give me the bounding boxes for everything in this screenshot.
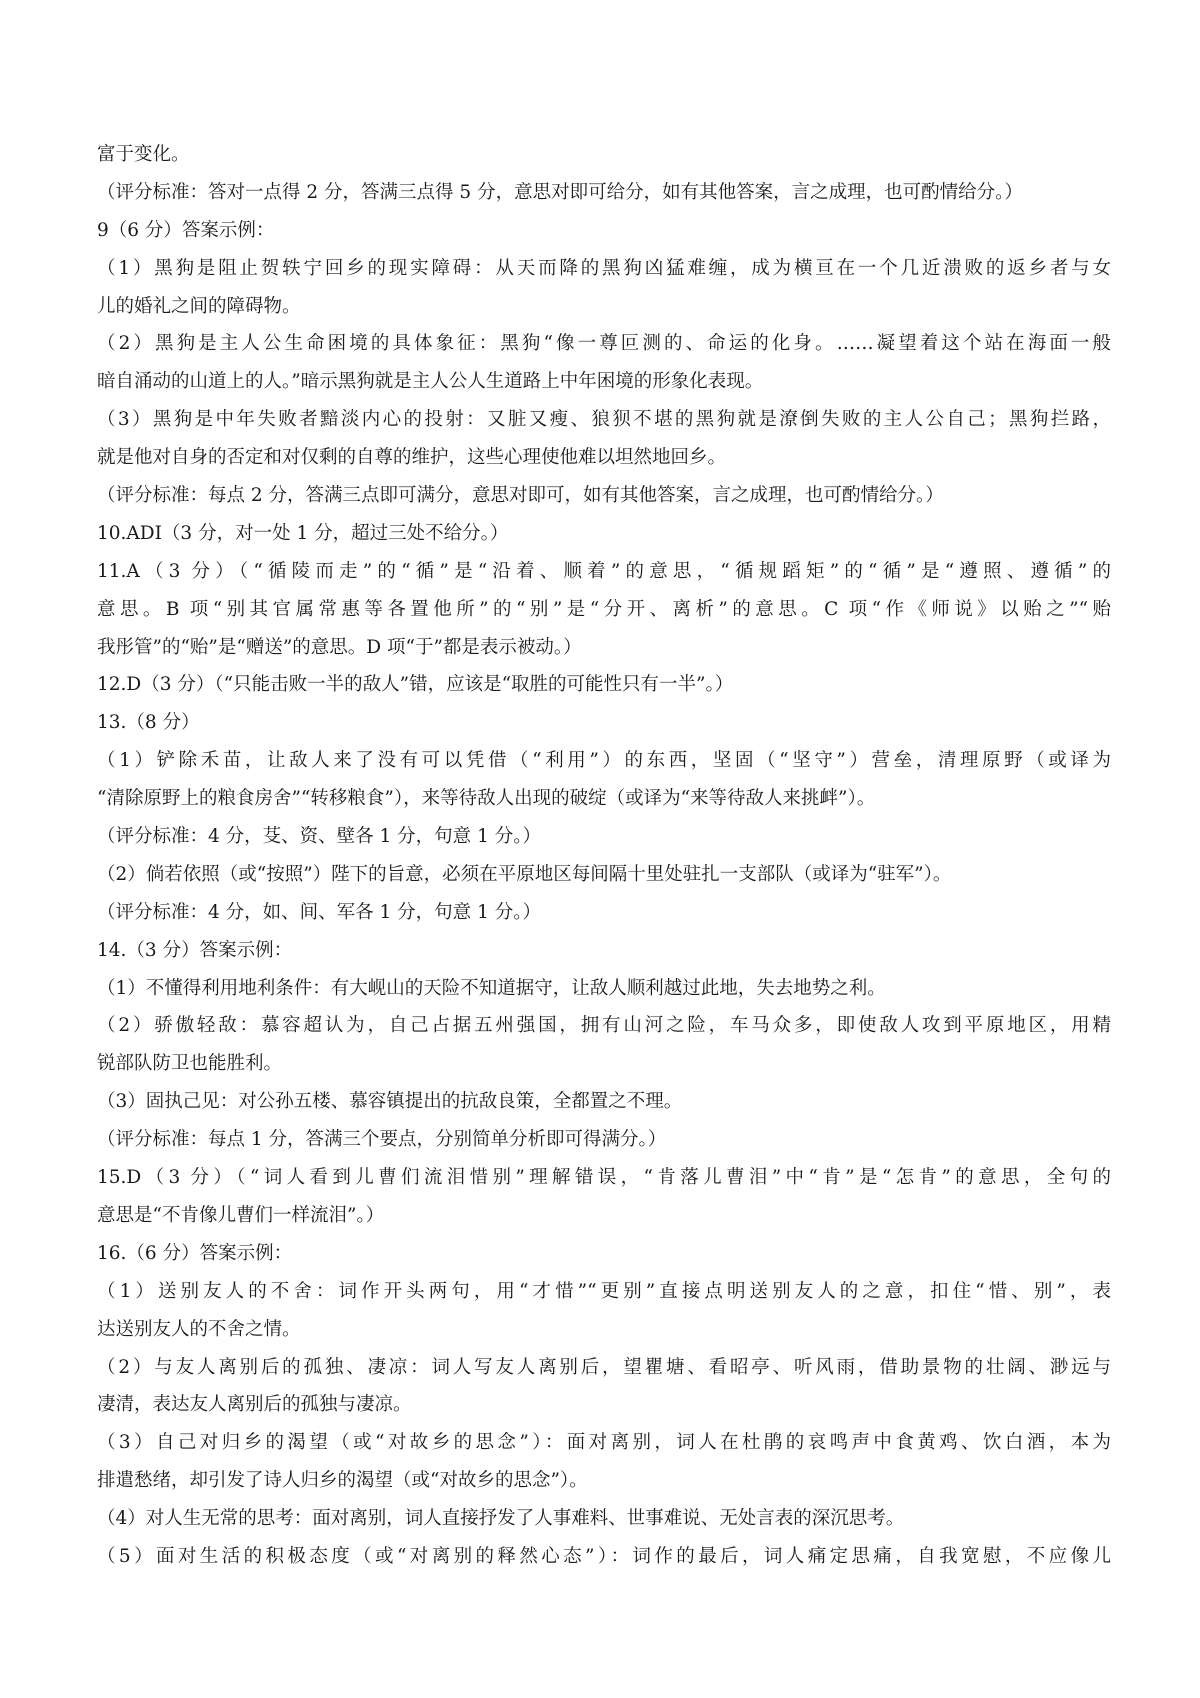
answer-key-page	[97, 136, 1111, 1576]
text-line: 9（6 分）答案示例：	[97, 219, 275, 241]
text-line: 15.D（3 分）（“词人看到儿曹们流泪惜别”理解错误，“肯落儿曹泪”中“肯”是“怎肯”的意思，全句的	[97, 1167, 1111, 1189]
text-line: 达送别友人的不舍之情。	[97, 1318, 301, 1340]
text-line: （2）黑狗是主人公生命困境的具体象征：黑狗“像一尊叵测的、命运的化身。……凝望着这个站在海面一般	[97, 333, 1111, 355]
text-line: （2）与友人离别后的孤独、凄凉：词人写友人离别后，望瞿塘、看昭亭、听风雨，借助景物的壮阔、渺远与	[97, 1356, 1111, 1378]
text-line: 10.ADI（3 分，对一处 1 分，超过三处不给分。）	[97, 522, 509, 544]
text-line: 13.（8 分）	[97, 712, 200, 734]
text-line: 我彤管”的“贻”是“赠送”的意思。D 项“于”都是表示被动。）	[97, 636, 582, 658]
text-line: （3）固执己见：对公孙五楼、慕容镇提出的抗敌良策，全都置之不理。	[97, 1091, 683, 1113]
text-line: （1）送别友人的不舍：词作开头两句，用“才惜”“更别”直接点明送别友人的之意，扣住“惜、别”，表	[97, 1280, 1111, 1302]
text-line: （1）不懂得利用地利条件：有大岘山的天险不知道据守，让敌人顺利越过此地，失去地势之利。	[97, 977, 886, 999]
text-line: （评分标准：每点 1 分，答满三个要点，分别简单分析即可得满分。）	[97, 1129, 667, 1151]
text-line: （1）黑狗是阻止贺轶宁回乡的现实障碍：从天而降的黑狗凶猛难缠，成为横亘在一个几近溃败的返乡者与女	[97, 257, 1111, 279]
text-line: 富于变化。	[97, 144, 190, 165]
text-line: 锐部队防卫也能胜利。	[97, 1053, 283, 1075]
text-line: 14.（3 分）答案示例：	[97, 939, 293, 961]
text-line: （2）倘若依照（或“按照”）陛下的旨意，必须在平原地区每间隔十里处驻扎一支部队（或译为“驻军”）。	[97, 863, 952, 885]
text-line: 12.D（3 分）（“只能击败一半的敌人”错，应该是“取胜的可能性只有一半”。）	[97, 674, 734, 696]
text-line: （3）自己对归乡的渴望（或“对故乡的思念”）：面对离别，词人在杜鹃的哀鸣声中食黄鸡、饮白酒，本为	[97, 1432, 1111, 1454]
text-line: （评分标准：4 分，如、间、军各 1 分，句意 1 分。）	[97, 901, 541, 923]
text-line: 凄清，表达友人离别后的孤独与凄凉。	[97, 1394, 412, 1416]
text-line: （评分标准：每点 2 分，答满三点即可满分，意思对即可，如有其他答案，言之成理，也可酌情给分。）	[97, 485, 944, 507]
text-line: 排遣愁绪，却引发了诗人归乡的渴望（或“对故乡的思念”）。	[97, 1470, 588, 1492]
text-line: 就是他对自身的否定和对仅剩的自尊的维护，这些心理使他难以坦然地回乡。	[97, 447, 727, 469]
text-line: 暗自涌动的山道上的人。”暗示黑狗就是主人公人生道路上中年困境的形象化表现。	[97, 371, 764, 393]
text-line: “清除原野上的粮食房舍”“转移粮食”），来等待敌人出现的破绽（或译为“来等待敌人来挑衅”）。	[97, 788, 876, 810]
text-line: 11.A（3 分）（“循陵而走”的“循”是“沿着、顺着”的意思，“循规蹈矩”的“循”是“遵照、遵循”的	[97, 560, 1111, 582]
text-line: （评分标准：答对一点得 2 分，答满三点得 5 分，意思对即可给分，如有其他答案，言之成理，也可酌情给分。）	[97, 181, 1023, 203]
text-line: 儿的婚礼之间的障碍物。	[97, 295, 301, 317]
text-line: （评分标准：4 分，芟、资、壁各 1 分，句意 1 分。）	[97, 826, 541, 848]
text-line: （3）黑狗是中年失败者黯淡内心的投射：又脏又瘦、狼狈不堪的黑狗就是潦倒失败的主人公自己；黑狗拦路，	[97, 409, 1111, 431]
text-line: （2）骄傲轻敌：慕容超认为，自己占据五州强国，拥有山河之险，车马众多，即使敌人攻到平原地区，用精	[97, 1015, 1111, 1037]
text-line: （4）对人生无常的思考：面对离别，词人直接抒发了人事难料、世事难说、无处言表的深沉思考。	[97, 1508, 905, 1530]
text-line: 意思。B 项“别其官属常惠等各置他所”的“别”是“分开、离析”的意思。C 项“作《师说》以贻之”“贻	[97, 598, 1111, 620]
text-line: （5）面对生活的积极态度（或“对离别的释然心态”）：词作的最后，词人痛定思痛，自我宽慰，不应像儿	[97, 1545, 1111, 1567]
text-line: （1）铲除禾苗，让敌人来了没有可以凭借（“利用”）的东西，坚固（“坚守”）营垒，清理原野（或译为	[97, 750, 1111, 772]
text-line: 16.（6 分）答案示例：	[97, 1242, 293, 1264]
text-line: 意思是“不肯像儿曹们一样流泪”。）	[97, 1204, 385, 1226]
